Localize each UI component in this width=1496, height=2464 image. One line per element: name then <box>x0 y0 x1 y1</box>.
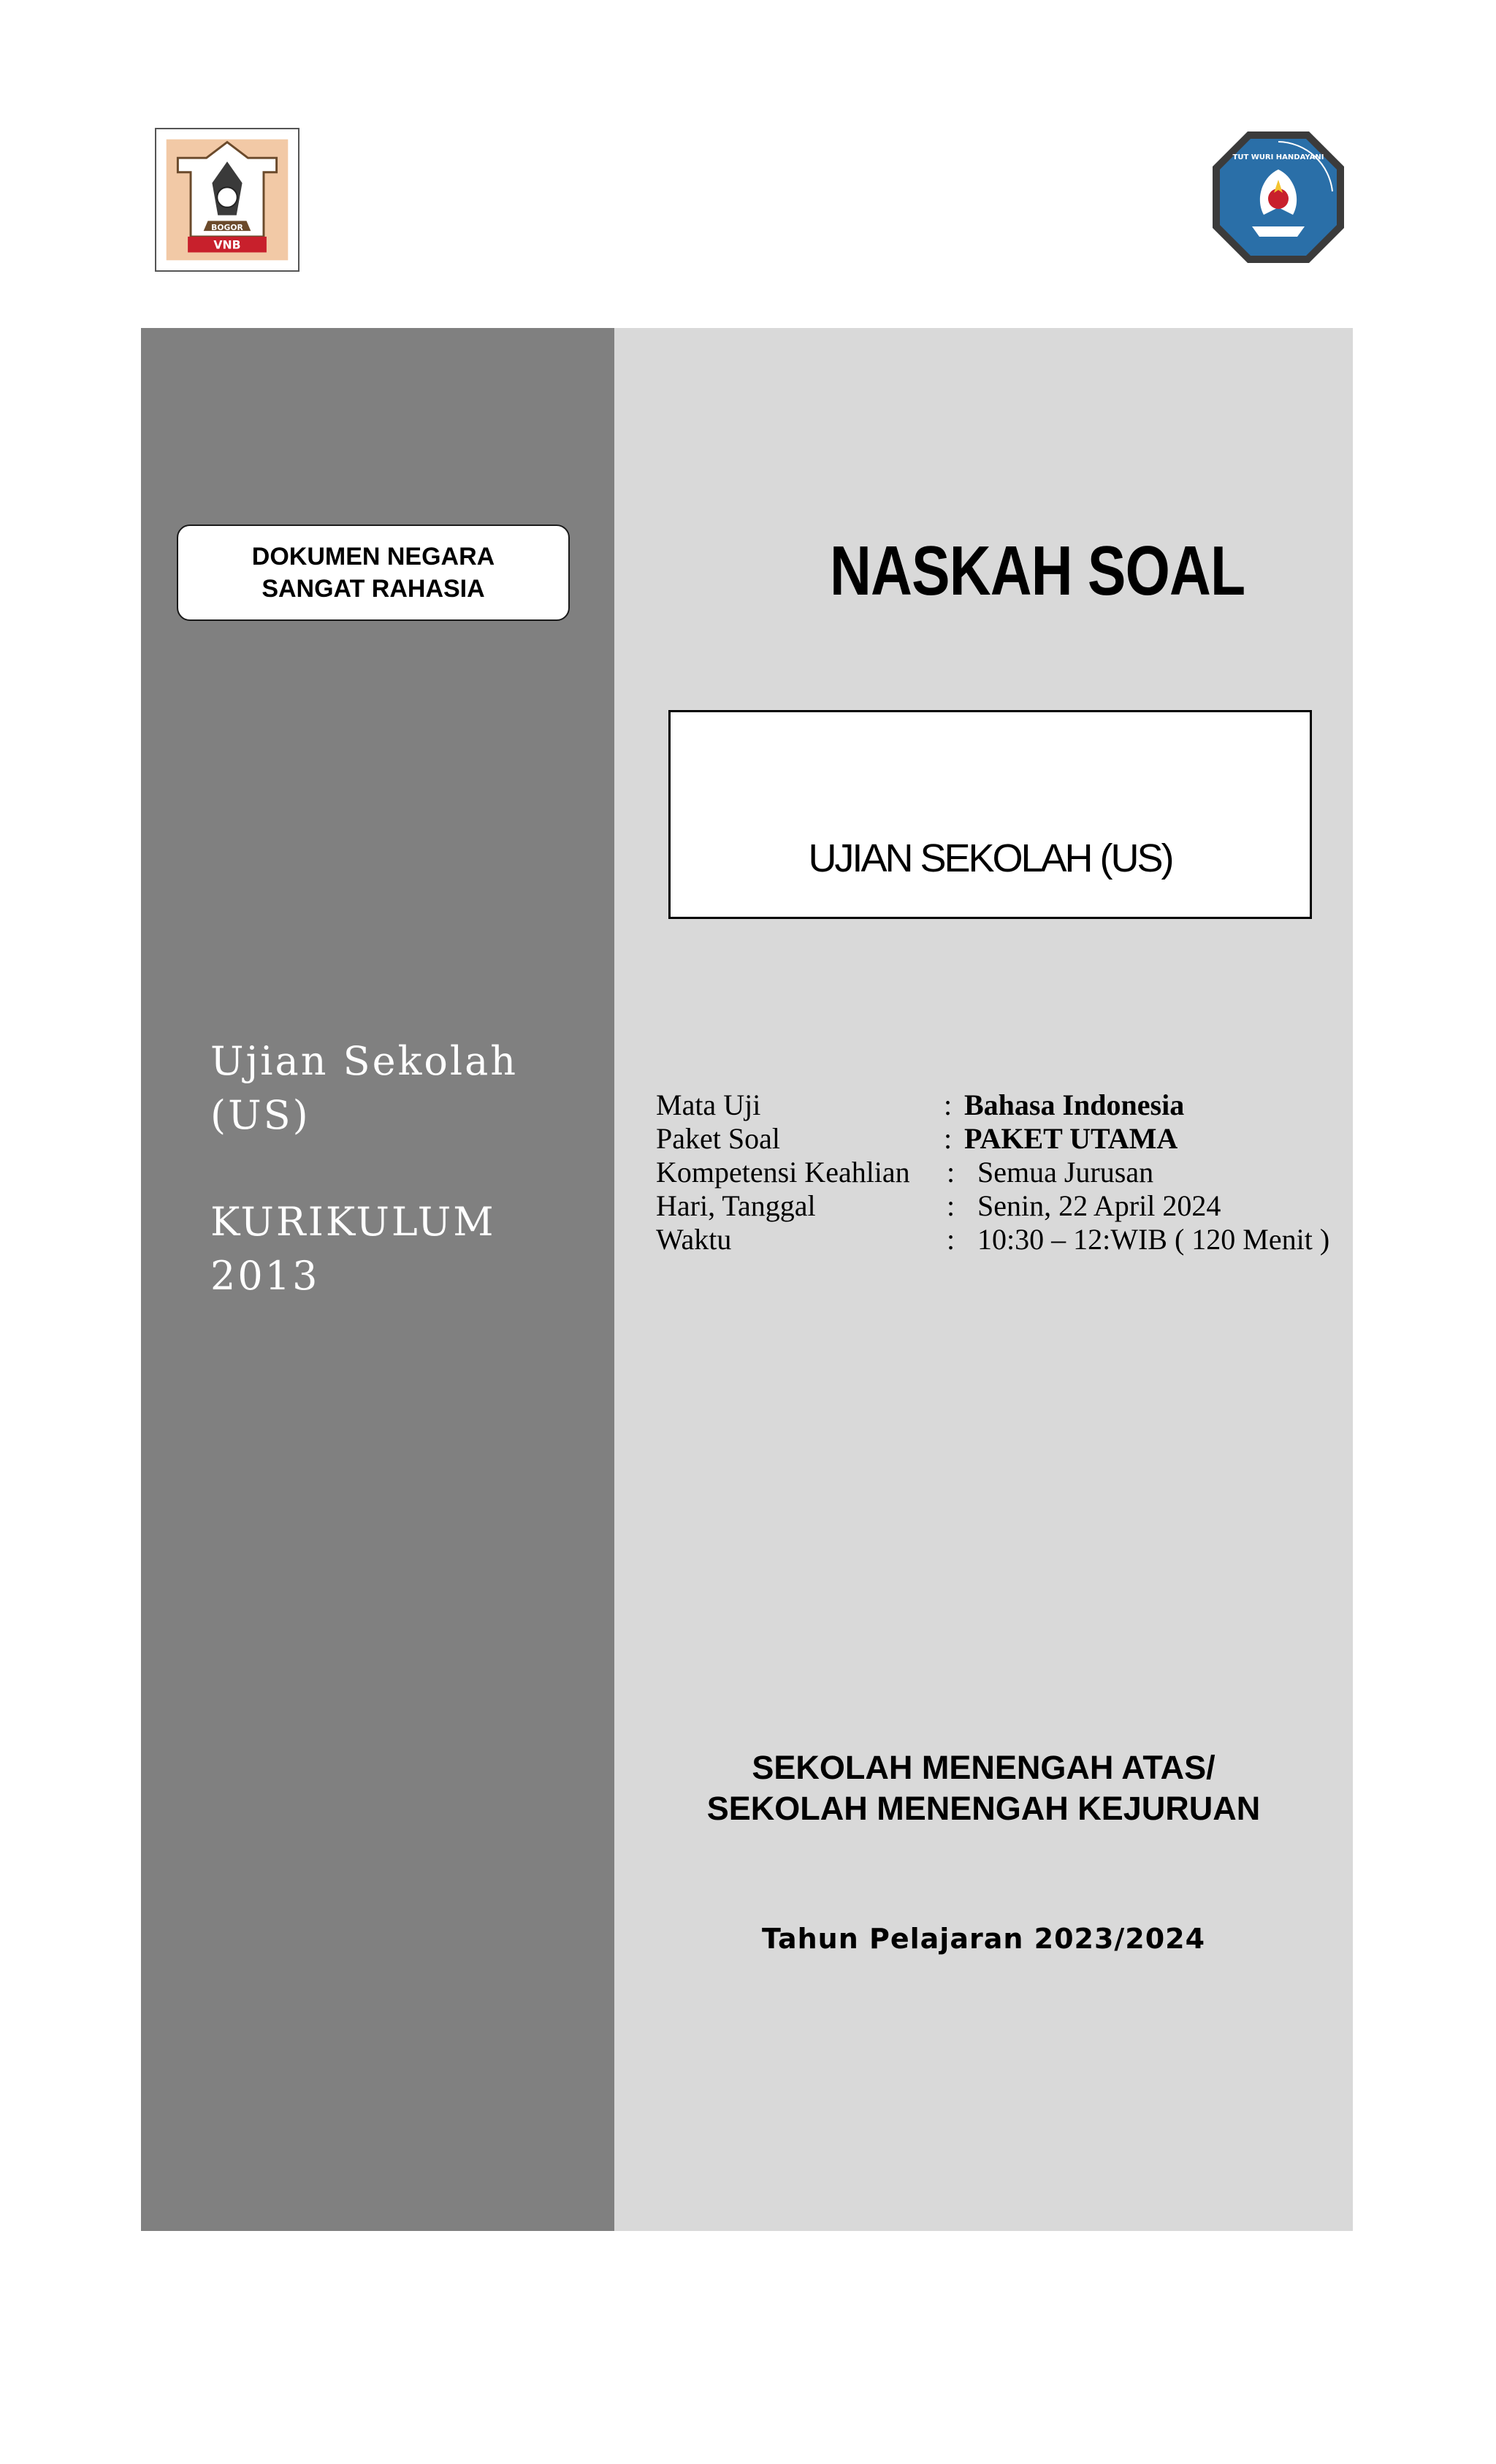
info-label: Mata Uji <box>656 1088 761 1121</box>
exam-type-label <box>210 1034 518 1143</box>
school-logo <box>155 128 299 272</box>
info-label: Hari, Tanggal <box>656 1189 816 1222</box>
info-label: Paket Soal <box>656 1122 780 1155</box>
info-colon: : <box>944 1088 953 1121</box>
school-level-line-2: SEKOLAH MENENGAH KEJURUAN <box>706 1790 1261 1827</box>
school-emblem-icon <box>156 129 298 270</box>
info-label: Waktu <box>656 1223 732 1256</box>
info-value: Bahasa Indonesia <box>964 1088 1185 1121</box>
confidential-label <box>177 525 570 621</box>
curriculum-line-2: 2013 <box>210 1253 320 1299</box>
exam-type-line-2: (US) <box>210 1092 310 1138</box>
info-colon: : <box>947 1156 955 1189</box>
exam-name-box <box>668 710 1312 919</box>
secret-line-2: SANGAT RAHASIA <box>262 575 485 603</box>
secret-line-1: DOKUMEN NEGARA <box>251 543 495 571</box>
svg-text:BOGOR: BOGOR <box>211 223 243 233</box>
curriculum-label <box>210 1195 496 1303</box>
school-level <box>614 1747 1353 1829</box>
academic-year: Tahun Pelajaran 2023/2024 <box>761 1923 1206 1955</box>
info-colon: : <box>947 1223 955 1256</box>
curriculum-line-1: KURIKULUM <box>210 1199 496 1245</box>
tut-wuri-handayani-logo <box>1207 126 1350 269</box>
school-level-line-1: SEKOLAH MENENGAH ATAS/ <box>752 1749 1216 1786</box>
info-colon: : <box>944 1122 953 1155</box>
svg-text:TUT WURI HANDAYANI: TUT WURI HANDAYANI <box>1232 153 1324 161</box>
svg-text:VNB: VNB <box>213 237 241 252</box>
tut-wuri-handayani-emblem-icon <box>1207 126 1350 269</box>
info-value: 10:30 – 12:WIB ( 120 Menit ) <box>977 1223 1330 1256</box>
info-value: Semua Jurusan <box>977 1156 1154 1189</box>
info-colon: : <box>947 1189 955 1222</box>
info-value: Senin, 22 April 2024 <box>977 1189 1221 1222</box>
info-label: Kompetensi Keahlian <box>656 1156 910 1189</box>
info-value: PAKET UTAMA <box>964 1122 1178 1155</box>
exam-type-line-1: Ujian Sekolah <box>210 1038 519 1084</box>
page-title: NASKAH SOAL <box>830 532 1245 610</box>
exam-name: UJIAN SEKOLAH (US) <box>808 836 1172 880</box>
